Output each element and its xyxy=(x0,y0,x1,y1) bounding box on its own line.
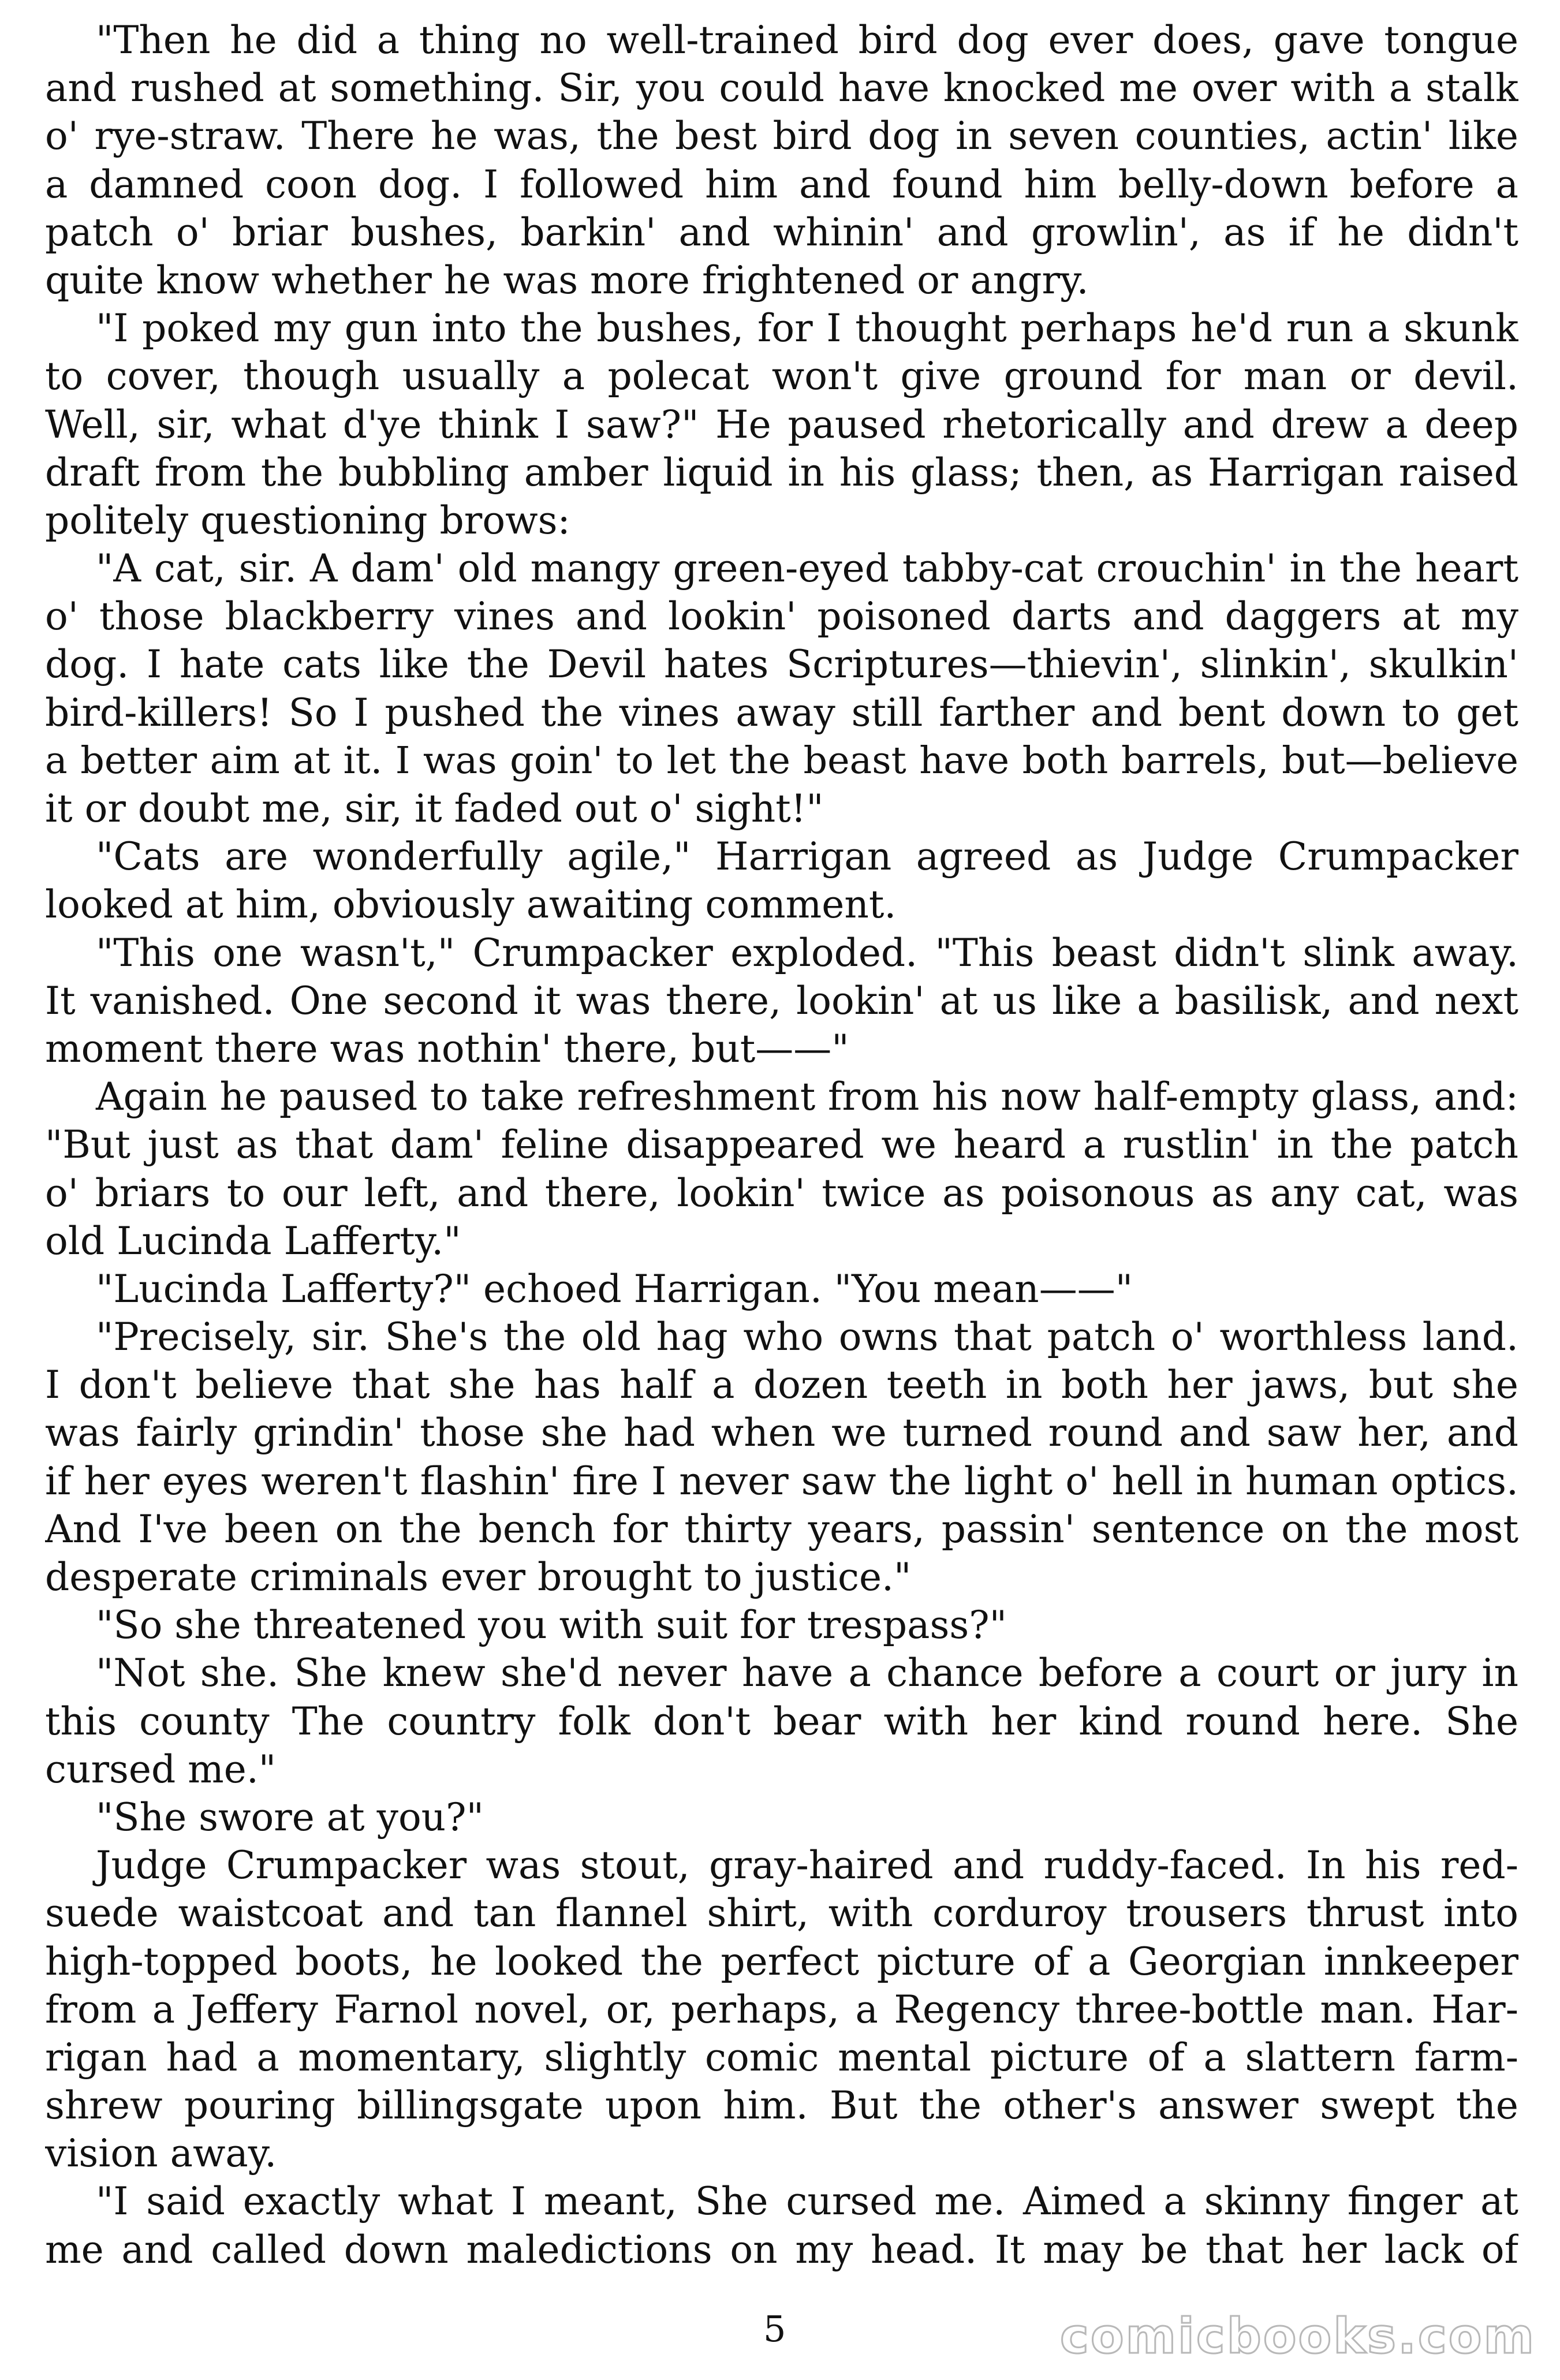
text-line: desperate criminals ever brought to justice." xyxy=(45,1555,912,1599)
text-line: a better aim at it. I was goin' to let the beast have both barrels, but—believe xyxy=(45,738,1518,782)
text-line: suede waistcoat and tan flannel shirt, with corduroy trousers thrust into xyxy=(45,1891,1518,1936)
text-line: o' briars to our left, and there, lookin' twice as poisonous as any cat, was xyxy=(45,1170,1518,1215)
text-line: to cover, though usually a polecat won't give ground for man or devil. xyxy=(45,354,1518,399)
text-line: and rushed at something. Sir, you could have knocked me over with a stalk xyxy=(45,66,1518,111)
text-line: dog. I hate cats like the Devil hates Scriptures—thievin', slinkin', skulkin' xyxy=(45,642,1518,687)
text-line: "Cats are wonderfully agile," Harrigan agreed as Judge Crumpacker xyxy=(96,834,1518,879)
text-line: high-topped boots, he looked the perfect picture of a Georgian innkeeper xyxy=(45,1939,1518,1984)
text-line: cursed me." xyxy=(45,1747,277,1792)
text-line: "A cat, sir. A dam' old mangy green-eyed tabby-cat crouchin' in the heart xyxy=(96,546,1518,591)
text-line: shrew pouring billingsgate upon him. But the other's answer swept the xyxy=(45,2083,1518,2128)
text-line: I don't believe that she has half a dozen teeth in both her jaws, but she xyxy=(45,1363,1518,1408)
page-number: 5 xyxy=(763,2308,786,2350)
text-line: o' rye-straw. There he was, the best bird dog in seven counties, actin' like xyxy=(45,114,1518,159)
text-line: "Precisely, sir. She's the old hag who owns that patch o' worthless land. xyxy=(96,1315,1518,1360)
text-column xyxy=(45,16,1518,2274)
text-line: "This one wasn't," Crumpacker exploded. "This beast didn't slink away. xyxy=(96,930,1518,975)
text-line: "Then he did a thing no well-trained bird dog ever does, gave tongue xyxy=(96,18,1518,62)
text-line: Well, sir, what d'ye think I saw?" He paused rhetorically and drew a deep xyxy=(45,402,1518,447)
text-line: Again he paused to take refreshment from his now half-empty glass, and: xyxy=(96,1075,1518,1120)
text-line: It vanished. One second it was there, lookin' at us like a basilisk, and next xyxy=(45,978,1518,1023)
text-line: draft from the bubbling amber liquid in his glass; then, as Harrigan raised xyxy=(45,450,1518,495)
text-line: "I poked my gun into the bushes, for I thought perhaps he'd run a skunk xyxy=(96,306,1518,351)
text-line: "But just as that dam' feline disappeared we heard a rustlin' in the patch xyxy=(45,1122,1518,1167)
text-line: "Lucinda Lafferty?" echoed Harrigan. "You mean——" xyxy=(96,1266,1133,1311)
text-line: politely questioning brows: xyxy=(45,498,570,543)
text-line: was fairly grindin' those she had when we turned round and saw her, and xyxy=(45,1411,1518,1456)
text-line: o' those blackberry vines and lookin' poisoned darts and daggers at my xyxy=(45,594,1518,639)
text-line: Judge Crumpacker was stout, gray-haired and ruddy-faced. In his red- xyxy=(96,1843,1518,1888)
text-line: a damned coon dog. I followed him and found him belly-down before a xyxy=(45,162,1518,207)
text-line: it or doubt me, sir, it faded out o' sight!" xyxy=(45,786,824,831)
text-line: from a Jeffery Farnol novel, or, perhaps, a Regency three-bottle man. Har- xyxy=(45,1987,1518,2032)
text-line: "So she threatened you with suit for trespass?" xyxy=(96,1603,1007,1648)
text-line: me and called down maledictions on my head. It may be that her lack of xyxy=(45,2227,1518,2272)
text-line: moment there was nothin' there, but——" xyxy=(45,1026,849,1071)
watermark: comicbooks.com xyxy=(1060,2308,1536,2364)
text-line: rigan had a momentary, slightly comic mental picture of a slattern farm- xyxy=(45,2035,1518,2080)
text-line: "She swore at you?" xyxy=(96,1795,484,1840)
text-line: this county The country folk don't bear with her kind round here. She xyxy=(45,1699,1518,1744)
text-line: patch o' briar bushes, barkin' and whinin' and growlin', as if he didn't xyxy=(45,210,1518,255)
text-line: "Not she. She knew she'd never have a chance before a court or jury in xyxy=(96,1651,1518,1696)
text-line: "I said exactly what I meant, She cursed me. Aimed a skinny finger at xyxy=(96,2179,1518,2224)
text-line: And I've been on the bench for thirty years, passin' sentence on the most xyxy=(45,1506,1518,1551)
text-line: bird-killers! So I pushed the vines away still farther and bent down to get xyxy=(45,690,1518,735)
text-line: vision away. xyxy=(45,2131,277,2176)
text-line: if her eyes weren't flashin' fire I never saw the light o' hell in human optics. xyxy=(45,1458,1518,1504)
text-line: quite know whether he was more frightened or angry. xyxy=(45,258,1089,303)
text-line: looked at him, obviously awaiting comment. xyxy=(45,882,897,927)
text-line: old Lucinda Lafferty." xyxy=(45,1218,461,1263)
